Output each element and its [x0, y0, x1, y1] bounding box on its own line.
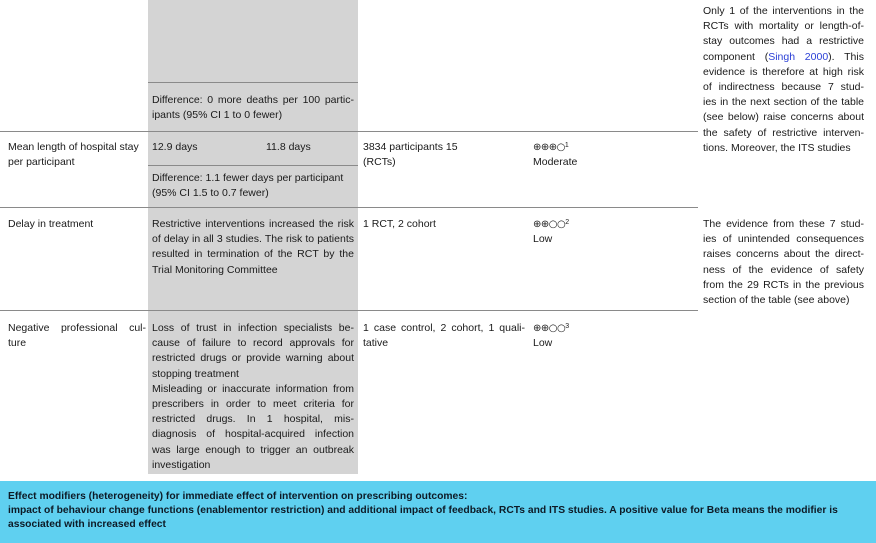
empty-comment-cell	[700, 314, 796, 474]
section-header-line-1: Effect modifiers (heterogeneity) for immediate effect of intervention on prescribing outcomes:	[8, 491, 468, 502]
certainty-rating-icon: ⊕⊕○○	[533, 323, 566, 334]
culture-studies: 1 case control, 2 cohort, 1 quali- tative	[363, 322, 525, 350]
delay-outcome: Delay in treatment	[8, 218, 94, 230]
culture-effect-trust: Loss of trust in infection specialists be- cause of failure to record approvals for restricted drugs or provide warning about stopping treatment	[152, 322, 354, 380]
mortality-difference: Difference: 0 more deaths per 100 partic- ipants (95% CI 1 to 0 fewer)	[152, 94, 354, 122]
los-control-value: 12.9 days	[152, 141, 198, 153]
effect-modifiers-section-header	[0, 481, 876, 543]
top-comment-text-2: ). This evidence is therefore at high risk of indirectness because 7 stud- ies in the next section of the table (see below) raise concerns about the safety of restrictive interven- tions. Moreover, the ITS studies	[703, 50, 864, 154]
culture-outcome: Negative professional cul- ture	[8, 322, 146, 350]
los-certainty	[533, 140, 577, 170]
culture-effect	[152, 321, 354, 473]
delay-studies: 1 RCT, 2 cohort	[363, 218, 436, 230]
delay-effect: Restrictive interventions increased the risk of delay in all 3 studies. The risk to patients resulted in termination of the RCT by the Trial Monitoring Committee	[152, 218, 354, 276]
top-comment	[703, 4, 864, 156]
los-intervention-value: 11.8 days	[266, 141, 311, 153]
los-difference: Difference: 1.1 fewer days per participant (95% CI 1.5 to 0.7 fewer)	[152, 172, 344, 200]
certainty-label: Low	[533, 337, 553, 350]
certainty-footnote: 2	[565, 219, 570, 226]
certainty-label: Moderate	[533, 156, 578, 169]
empty-comment-cell	[797, 314, 876, 474]
certainty-footnote: 1	[564, 142, 569, 149]
singh-2000-link[interactable]: Singh 2000	[768, 50, 829, 63]
section-header-line-2: impact of behaviour change functions (enablementor restriction) and additional impact of feedback, RCTs and ITS studies. A positive value for Beta means the modifier is	[8, 505, 838, 516]
delay-comment: The evidence from these 7 stud- ies of unintended consequences raises concerns about the direct- ness of the evidence of safety from the 29 RCTs in the previous section of the table (see above)	[703, 218, 864, 307]
row-divider	[0, 131, 698, 132]
certainty-label: Low	[533, 233, 553, 246]
row-divider	[0, 207, 698, 208]
culture-effect-misleading: Misleading or inaccurate information from prescribers in order to meet criteria for restricted drugs. In 1 hospital, mis- diagnosis of hospital-acquired infection was large enough to trigger an outbreak investigation	[152, 382, 354, 471]
row-divider	[0, 310, 698, 311]
culture-certainty	[533, 321, 569, 351]
certainty-rating-icon: ⊕⊕⊕○	[533, 142, 565, 153]
row-divider	[148, 165, 358, 166]
row-divider	[148, 82, 358, 83]
top-comment-text-1: Only 1 of the interventions in the RCTs with mortality or length-of- stay outcomes had a restrictive component (	[703, 5, 864, 63]
los-participants: 3834 participants 15 (RCTs)	[363, 141, 458, 169]
section-header-line-3: associated with increased effect	[8, 519, 166, 530]
certainty-rating-icon: ⊕⊕○○	[533, 219, 566, 230]
los-outcome: Mean length of hospital stay per participant	[8, 141, 139, 169]
certainty-footnote: 3	[565, 323, 570, 330]
delay-certainty	[533, 217, 569, 247]
